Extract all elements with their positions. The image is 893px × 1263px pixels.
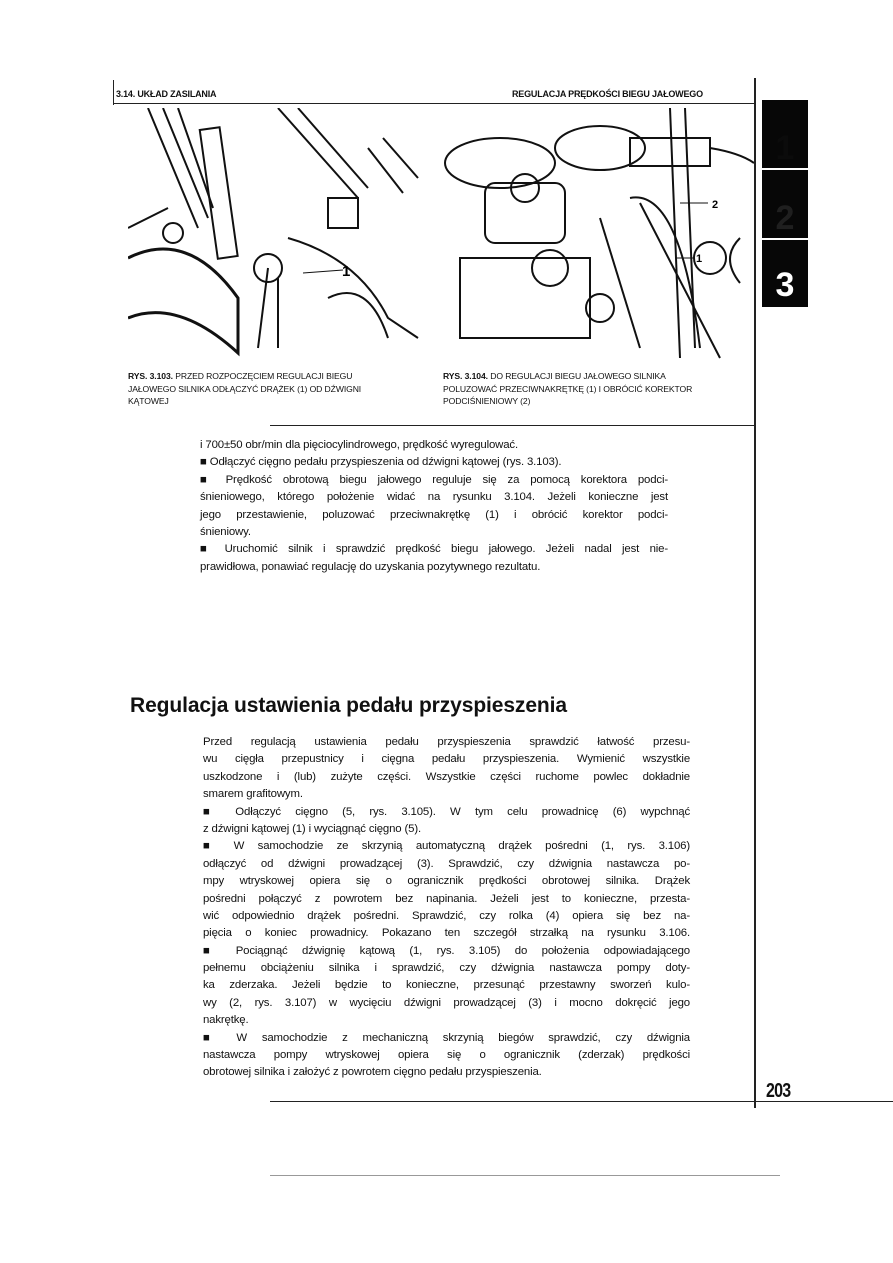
section-heading: Regulacja ustawienia pedału przyspieszenia [130,694,567,717]
figure-3-104-illustration [440,108,754,360]
pedal-adjustment-instructions [203,734,690,1082]
text-line: smarem grafitowym. [203,788,303,801]
chapter-tab-2[interactable] [762,170,808,238]
right-margin-rule [754,78,756,1108]
text-line: ■ Pociągnąć dźwignię kątową (1, rys. 3.105) do położenia odpowiadającego [203,944,690,957]
figure-label-1: 1 [696,253,703,265]
chapter-tab-label: 3 [775,266,795,304]
text-line: śnieniowy. [200,525,251,538]
chapter-tab-3-active[interactable] [762,240,808,307]
figure-number: RYS. 3.103. [128,371,173,381]
text-line: prawidłowa, ponawiać regulację do uzyskania pozytywnego rezultatu. [200,560,541,573]
text-line: nastawcza pompy wtryskowej opiera się o ogranicznik (zderzak) prędkości [203,1049,690,1062]
caption-line: PODCIŚNIENIOWY (2) [443,396,531,406]
text-line: mpy wtryskowej opiera się o ogranicznik prędkości obrotowej silnika. Drążek [203,875,690,888]
bottom-rule [270,1175,780,1176]
text-line: odłączyć od dźwigni prowadzącej (3). Sprawdzić, czy dźwignia nastawcza po- [203,857,690,870]
figure-caption-3-104 [443,370,763,408]
running-header-left: 3.14. UKŁAD ZASILANIA [116,89,217,99]
text-line: Przed regulacją ustawienia pedału przyspieszenia sprawdzić łatwość przesu- [203,736,690,748]
page-number: 203 [766,1080,791,1102]
footer-rule [270,1101,755,1102]
text-line: ■ Odłączyć cięgno pedału przyspieszenia od dźwigni kątowej (rys. 3.103). [200,456,562,469]
text-line: pięcia o koniec prowadnicy. Pokazano ten szczegół strzałką na rysunku 3.106. [203,927,690,940]
text-line: obrotowej silnika i założyć z powrotem cięgno pedału przyspieszenia. [203,1066,542,1079]
idle-speed-instructions [200,437,668,576]
text-line: uszkodzone i (lub) zużyte części. Wszystkie części ruchome powlec dokładnie [203,770,690,783]
text-line: śnieniowego, którego położenie widać na rysunku 3.104. Jeżeli konieczne jest [200,491,668,504]
text-line: i 700±50 obr/min dla pięciocylindrowego, prędkość wyregulować. [200,439,518,451]
left-header-tick [113,80,114,105]
text-line: wy (2, rys. 3.107) w wycięciu dźwigni prowadzącej (3) i mocno dokręcić jego [203,996,690,1009]
text-line: pośredni połączyć z powrotem bez napinania. Jeżeli jest to konieczne, przesta- [203,892,690,905]
chapter-tab-label: 2 [775,199,795,237]
text-line: pełnemu obciążeniu silnika i sprawdzić, czy dźwignia nastawcza pompy doty- [203,962,690,975]
text-line: nakrętkę. [203,1014,249,1027]
figure-caption-3-103 [128,370,428,408]
text-line: jego przestawienie, poluzować przeciwnakrętkę (1) i obrócić korektor podci- [200,508,668,521]
text-line: ■ W samochodzie z mechaniczną skrzynią biegów sprawdzić, czy dźwignia [203,1031,690,1044]
text-line: ■ Prędkość obrotową biegu jałowego reguluje się za pomocą korektora podci- [200,473,668,486]
caption-line: JAŁOWEGO SILNIKA ODŁĄCZYĆ DRĄŻEK (1) OD DŹWIGNI [128,383,362,394]
figure-number: RYS. 3.104. [443,371,488,381]
text-line: ■ W samochodzie ze skrzynią automatyczną drążek pośredni (1, rys. 3.106) [203,840,690,853]
text-line: z dźwigni kątowej (1) i wyciągnąć cięgno (5). [203,822,421,835]
text-line: ka zderzaka. Jeżeli będzie to konieczne, przesunąć przestawny sworzeń kulo- [203,979,690,992]
chapter-tab-label: 1 [775,129,795,167]
text-line: wu cięgła przepustnicy i cięgna pedału przyspieszenia. Wymienić wszystkie [203,753,690,766]
caption-line: POLUZOWAĆ PRZECIWNAKRĘTKĘ (1) I OBRÓCIĆ KOREKTOR [443,383,693,394]
caption-line: PRZED ROZPOCZĘCIEM REGULACJI BIEGU [175,371,353,381]
chapter-tab-1[interactable] [762,100,808,168]
running-header-right: REGULACJA PRĘDKOŚCI BIEGU JAŁOWEGO [512,89,703,99]
header-rule [113,103,755,104]
figure-label-1: 1 [342,263,351,280]
text-line: wić odpowiednio drążek pośredni. Sprawdzić, czy rolka (4) opiera się bez na- [203,909,690,922]
figure-label-2: 2 [712,199,719,211]
figure-3-103-illustration [128,108,420,358]
caption-rule [270,425,755,426]
caption-line: KĄTOWEJ [128,396,169,406]
text-line: ■ Odłączyć cięgno (5, rys. 3.105). W tym celu prowadnicę (6) wypchnąć [203,805,690,818]
caption-line: DO REGULACJI BIEGU JAŁOWEGO SILNIKA [490,371,666,381]
text-line: ■ Uruchomić silnik i sprawdzić prędkość biegu jałowego. Jeżeli nadal jest nie- [200,543,668,556]
